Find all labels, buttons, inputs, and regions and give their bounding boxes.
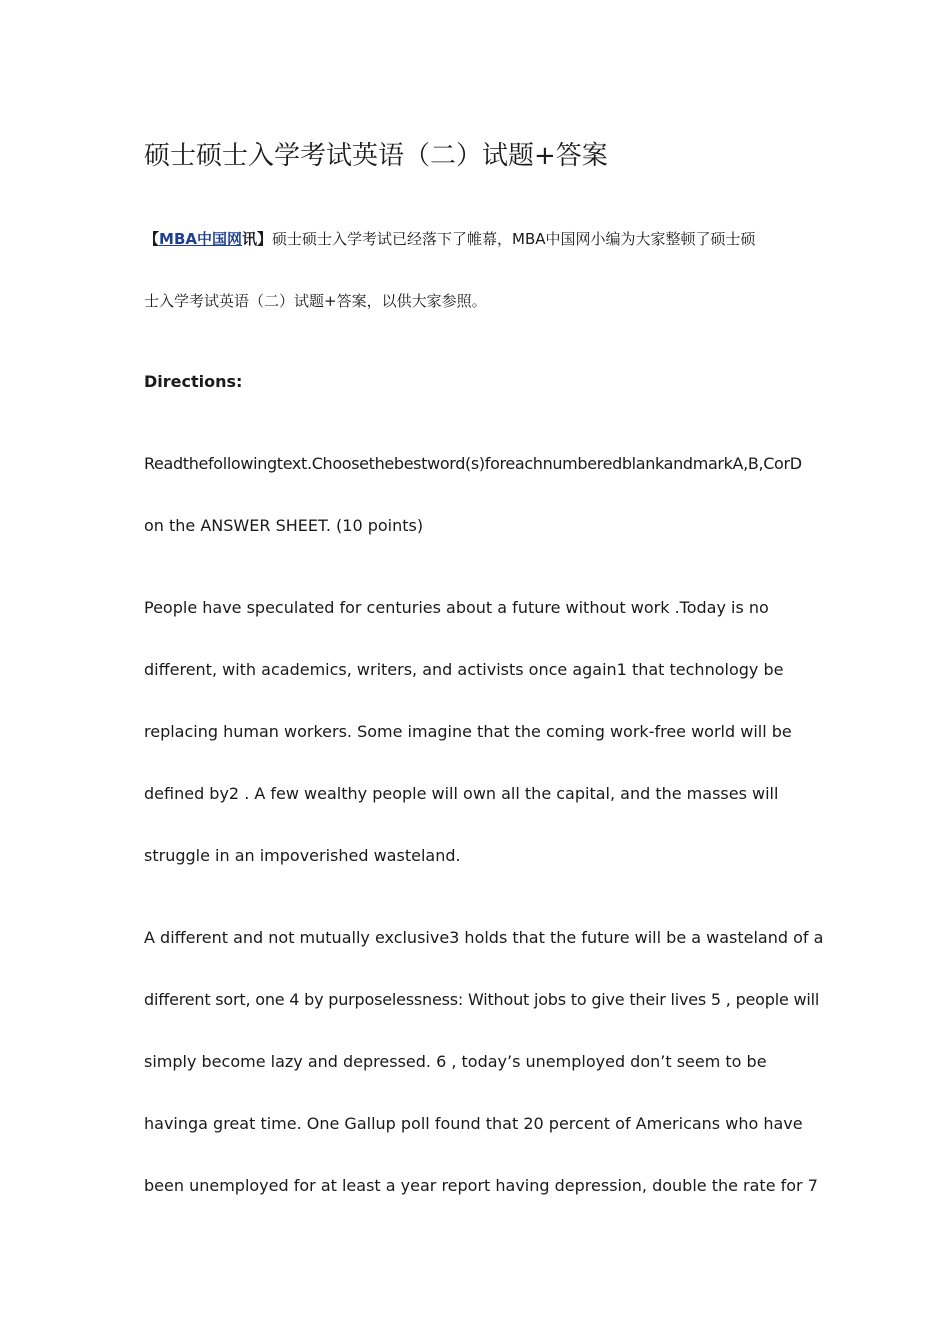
page-title: 硕士硕士入学考试英语（二）试题+答案: [144, 141, 608, 171]
intro-line-1: [144, 229, 756, 249]
paragraph-2-line-2: different sort, one 4 by purposelessness: Without jobs to give their lives 5 , people will: [144, 990, 820, 1009]
paragraph-2-line-3: simply become lazy and depressed. 6 , today’s unemployed don’t seem to be: [144, 1052, 767, 1071]
paragraph-1-line-1: People have speculated for centuries about a future without work .Today is no: [144, 598, 769, 617]
mba-china-link[interactable]: MBA中国网: [159, 230, 242, 248]
bracket-open: 【: [144, 230, 160, 248]
intro-text-1: 硕士硕士入学考试已经落下了帷幕，MBA中国网小编为大家整顿了硕士硕: [272, 230, 756, 248]
paragraph-2-line-5: been unemployed for at least a year report having depression, double the rate for 7: [144, 1176, 818, 1195]
paragraph-1-line-5: struggle in an impoverished wasteland.: [144, 846, 461, 865]
paragraph-2-line-4: havinga great time. One Gallup poll found that 20 percent of Americans who have: [144, 1114, 803, 1133]
paragraph-1-line-3: replacing human workers. Some imagine that the coming work-free world will be: [144, 722, 792, 741]
directions-line-2: on the ANSWER SHEET. (10 points): [144, 516, 424, 535]
directions-line-1: Readthefollowingtext.Choosethebestword(s)foreachnumberedblankandmarkA,B,CorD: [144, 454, 802, 473]
paragraph-1-line-2: different, with academics, writers, and activists once again1 that technology be: [144, 660, 784, 679]
bracket-close: 讯】: [242, 230, 273, 248]
intro-line-2: 士入学考试英语（二）试题+答案，以供大家参照。: [144, 292, 487, 310]
paragraph-1-line-4: defined by2 . A few wealthy people will own all the capital, and the masses will: [144, 784, 779, 803]
directions-heading: Directions:: [144, 372, 243, 391]
paragraph-2-line-1: A different and not mutually exclusive3 holds that the future will be a wasteland of a: [144, 928, 824, 947]
